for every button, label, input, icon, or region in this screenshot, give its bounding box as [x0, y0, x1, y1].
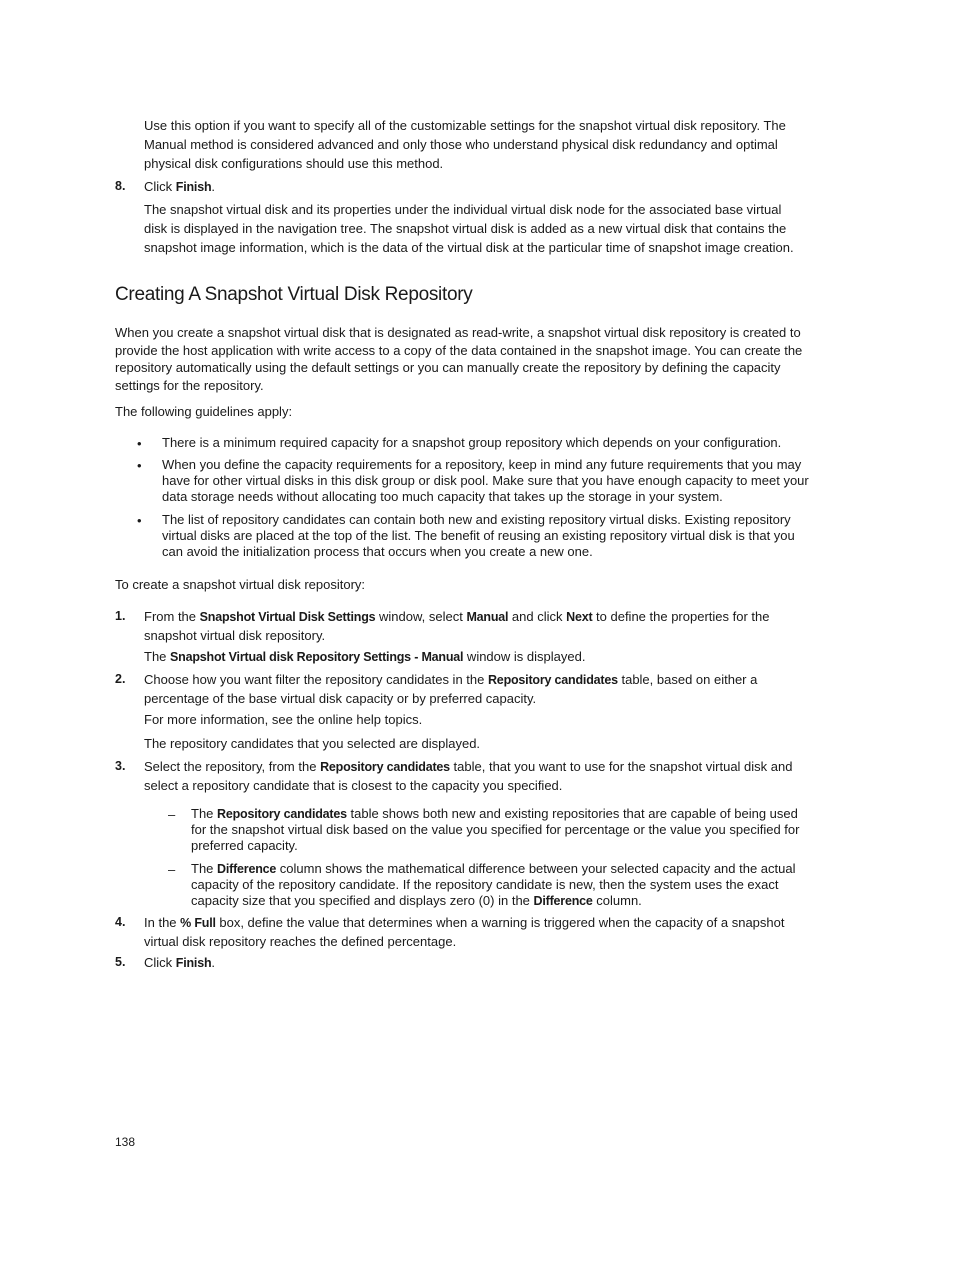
step-8-post: . — [211, 179, 216, 194]
step-3-text — [144, 758, 804, 794]
procedure-intro: To create a snapshot virtual disk repository: — [115, 577, 366, 592]
step-2-t2: table, based on either a percentage of the base virtual disk capacity or by preferred capacity. — [144, 672, 758, 706]
step-1-text — [144, 608, 794, 644]
guideline-item: The list of repository candidates can contain both new and existing repository virtual disks. Existing repository virtual disks are placed at the top of the list. The benefit of reusing an existing repository virtual disk is that you can avoid the initialization process that occurs when you create a new one. — [162, 512, 795, 559]
page-number: 138 — [115, 1135, 136, 1149]
dash-icon: – — [168, 807, 176, 822]
step-4-text — [144, 914, 794, 950]
step-8-text — [144, 178, 804, 196]
guideline-item: There is a minimum required capacity for a snapshot group repository which depends on your configuration. — [162, 435, 782, 450]
sub-1-pre: The — [191, 806, 218, 821]
step-8-number: 8. — [115, 179, 126, 193]
step-1-number: 1. — [115, 609, 126, 623]
step-4-number: 4. — [115, 915, 126, 929]
step-1-t4: to define the properties for the snapshot virtual disk repository. — [144, 609, 770, 643]
sub-1-post: table shows both new and existing repositories that are capable of being used for the snapshot virtual disk based on the value you specified for percentage or the value you specified for preferred capacity. — [191, 806, 800, 853]
bullet-icon: • — [137, 513, 142, 528]
section-title: Creating A Snapshot Virtual Disk Repository — [115, 284, 473, 305]
step-5-t1: Click — [144, 955, 176, 970]
bullet-icon: • — [137, 436, 142, 451]
next-label: Next — [566, 610, 593, 624]
step-1-r2: window is displayed. — [463, 649, 586, 664]
percent-full-label: % Full — [180, 916, 216, 930]
guideline-item: When you define the capacity requirements for a repository, keep in mind any future requirements that you may have for other virtual disks in this disk group or disk pool. Make sure that you have enough capacity to meet your data storage needs without allocating too much capacity that takes up the storage in your system. — [162, 457, 809, 504]
step-2-result: The repository candidates that you selected are displayed. — [144, 736, 481, 751]
step-1-t2: window, select — [375, 609, 467, 624]
repository-settings-window-label: Snapshot Virtual disk Repository Settings - Manual — [170, 650, 464, 664]
dash-icon: – — [168, 862, 176, 877]
step-5-t2: . — [211, 955, 216, 970]
step-4-t1: In the — [144, 915, 181, 930]
finish-label: Finish — [175, 180, 212, 194]
step-5-number: 5. — [115, 955, 126, 969]
step-8-pre: Click — [144, 179, 176, 194]
step-2-info: For more information, see the online help topics. — [144, 712, 423, 727]
sub-2-pre: The — [191, 861, 218, 876]
guidelines-intro: The following guidelines apply: — [115, 404, 293, 419]
sub-2-mid: column shows the mathematical difference between your selected capacity and the actual capacity of the repository candidate. If the repository candidate is new, then the system uses the exact capacity size that you specified and displays zero (0) in the — [191, 861, 796, 908]
repository-candidates-label: Repository candidates — [320, 760, 450, 774]
step-1-t3: and click — [508, 609, 567, 624]
bullet-icon: • — [137, 458, 142, 473]
step-2-text — [144, 671, 794, 707]
sub-2-post: column. — [592, 893, 642, 908]
step-3-sub-2 — [191, 861, 811, 909]
difference-label: Difference — [217, 862, 277, 876]
step-3-t1: Select the repository, from the — [144, 759, 321, 774]
step-2-number: 2. — [115, 672, 126, 686]
snapshot-settings-window-label: Snapshot Virtual Disk Settings — [199, 610, 376, 624]
step-4-t2: box, define the value that determines when a warning is triggered when the capacity of a snapshot virtual disk repository reaches the defined percentage. — [144, 915, 785, 949]
step-3-sub-1 — [191, 806, 811, 854]
step-3-t2: table, that you want to use for the snapshot virtual disk and select a repository candidate that is closest to the capacity you specified. — [144, 759, 793, 793]
manual-option-description: Use this option if you want to specify all of the customizable settings for the snapshot virtual disk repository. The Manual method is considered advanced and only those who understand physical disk redundancy and optimal physical disk configurations should use this method. — [144, 118, 786, 171]
step-8-description: The snapshot virtual disk and its properties under the individual virtual disk node for the associated base virtual disk is displayed in the navigation tree. The snapshot virtual disk is added as a new virtual disk that contains the snapshot image information, which is the data of the virtual disk at the particular time of snapshot image creation. — [144, 202, 794, 255]
step-1-t1: From the — [144, 609, 200, 624]
step-1-result — [144, 648, 794, 666]
repository-candidates-label: Repository candidates — [217, 807, 347, 821]
step-1-r1: The — [144, 649, 171, 664]
section-paragraph: When you create a snapshot virtual disk that is designated as read-write, a snapshot virtual disk repository is created to provide the host application with write access to a copy of the data contained in the snapshot image. You can create the repository automatically using the default settings or you can manually create the repository by defining the capacity settings for the repository. — [115, 325, 803, 393]
finish-label: Finish — [175, 956, 212, 970]
repository-candidates-label: Repository candidates — [487, 673, 618, 687]
step-2-t1: Choose how you want filter the repository candidates in the — [144, 672, 488, 687]
difference-label: Difference — [533, 894, 593, 908]
step-5-text — [144, 954, 215, 972]
step-3-number: 3. — [115, 759, 126, 773]
manual-label: Manual — [466, 610, 509, 624]
